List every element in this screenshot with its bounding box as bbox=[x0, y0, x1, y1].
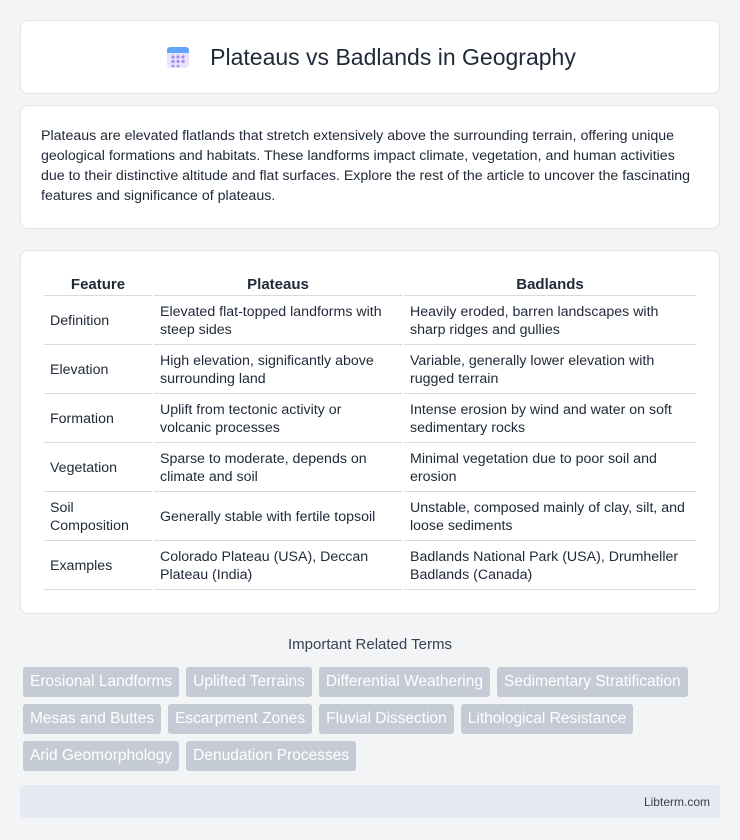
table-row bbox=[44, 543, 696, 590]
feature-cell: Formation bbox=[44, 396, 152, 443]
footer bbox=[20, 785, 720, 818]
table-row bbox=[44, 445, 696, 492]
badlands-cell: Badlands National Park (USA), Drumheller Badlands (Canada) bbox=[404, 543, 696, 590]
table-row bbox=[44, 347, 696, 394]
badlands-cell: Intense erosion by wind and water on soft sedimentary rocks bbox=[404, 396, 696, 443]
related-terms-list bbox=[20, 667, 720, 771]
badlands-cell: Heavily eroded, barren landscapes with sharp ridges and gullies bbox=[404, 298, 696, 345]
calendar-icon bbox=[164, 43, 192, 71]
intro-text: Plateaus are elevated flatlands that stretch extensively above the surrounding terrain, offering unique geological formations and habitats. These landforms impact climate, vegetation, and human activities due to their distinctive altitude and flat surfaces. Explore the rest of the article to uncover the fascinating features and significance of plateaus. bbox=[41, 128, 691, 204]
related-term-tag[interactable]: Fluvial Dissection bbox=[319, 704, 454, 734]
column-header-feature: Feature bbox=[44, 273, 152, 296]
related-term-tag[interactable]: Mesas and Buttes bbox=[23, 704, 161, 734]
related-term-tag[interactable]: Denudation Processes bbox=[186, 741, 356, 771]
related-terms-title: Important Related Terms bbox=[288, 636, 452, 653]
related-term-tag[interactable]: Erosional Landforms bbox=[23, 667, 179, 697]
intro-card bbox=[20, 105, 720, 229]
related-term-tag[interactable]: Uplifted Terrains bbox=[186, 667, 312, 697]
header-card bbox=[20, 20, 720, 94]
plateaus-cell: Sparse to moderate, depends on climate and soil bbox=[154, 445, 402, 492]
plateaus-cell: High elevation, significantly above surrounding land bbox=[154, 347, 402, 394]
related-term-tag[interactable]: Differential Weathering bbox=[319, 667, 490, 697]
table-row bbox=[44, 396, 696, 443]
table-header-row bbox=[44, 273, 696, 296]
comparison-table-card bbox=[20, 250, 720, 614]
badlands-cell: Minimal vegetation due to poor soil and erosion bbox=[404, 445, 696, 492]
related-term-tag[interactable]: Sedimentary Stratification bbox=[497, 667, 688, 697]
feature-cell: Examples bbox=[44, 543, 152, 590]
column-header-badlands: Badlands bbox=[404, 273, 696, 296]
related-term-tag[interactable]: Lithological Resistance bbox=[461, 704, 634, 734]
feature-cell: Definition bbox=[44, 298, 152, 345]
feature-cell: Soil Composition bbox=[44, 494, 152, 541]
related-term-tag[interactable]: Escarpment Zones bbox=[168, 704, 312, 734]
comparison-table bbox=[42, 271, 698, 592]
badlands-cell: Unstable, composed mainly of clay, silt, and loose sediments bbox=[404, 494, 696, 541]
related-term-tag[interactable]: Arid Geomorphology bbox=[23, 741, 179, 771]
feature-cell: Vegetation bbox=[44, 445, 152, 492]
table-row bbox=[44, 298, 696, 345]
plateaus-cell: Elevated flat-topped landforms with steep sides bbox=[154, 298, 402, 345]
page-title: Plateaus vs Badlands in Geography bbox=[210, 43, 576, 70]
feature-cell: Elevation bbox=[44, 347, 152, 394]
column-header-plateaus: Plateaus bbox=[154, 273, 402, 296]
plateaus-cell: Colorado Plateau (USA), Deccan Plateau (India) bbox=[154, 543, 402, 590]
plateaus-cell: Generally stable with fertile topsoil bbox=[154, 494, 402, 541]
badlands-cell: Variable, generally lower elevation with rugged terrain bbox=[404, 347, 696, 394]
footer-source-link[interactable]: Libterm.com bbox=[643, 794, 710, 809]
table-row bbox=[44, 494, 696, 541]
plateaus-cell: Uplift from tectonic activity or volcanic processes bbox=[154, 396, 402, 443]
